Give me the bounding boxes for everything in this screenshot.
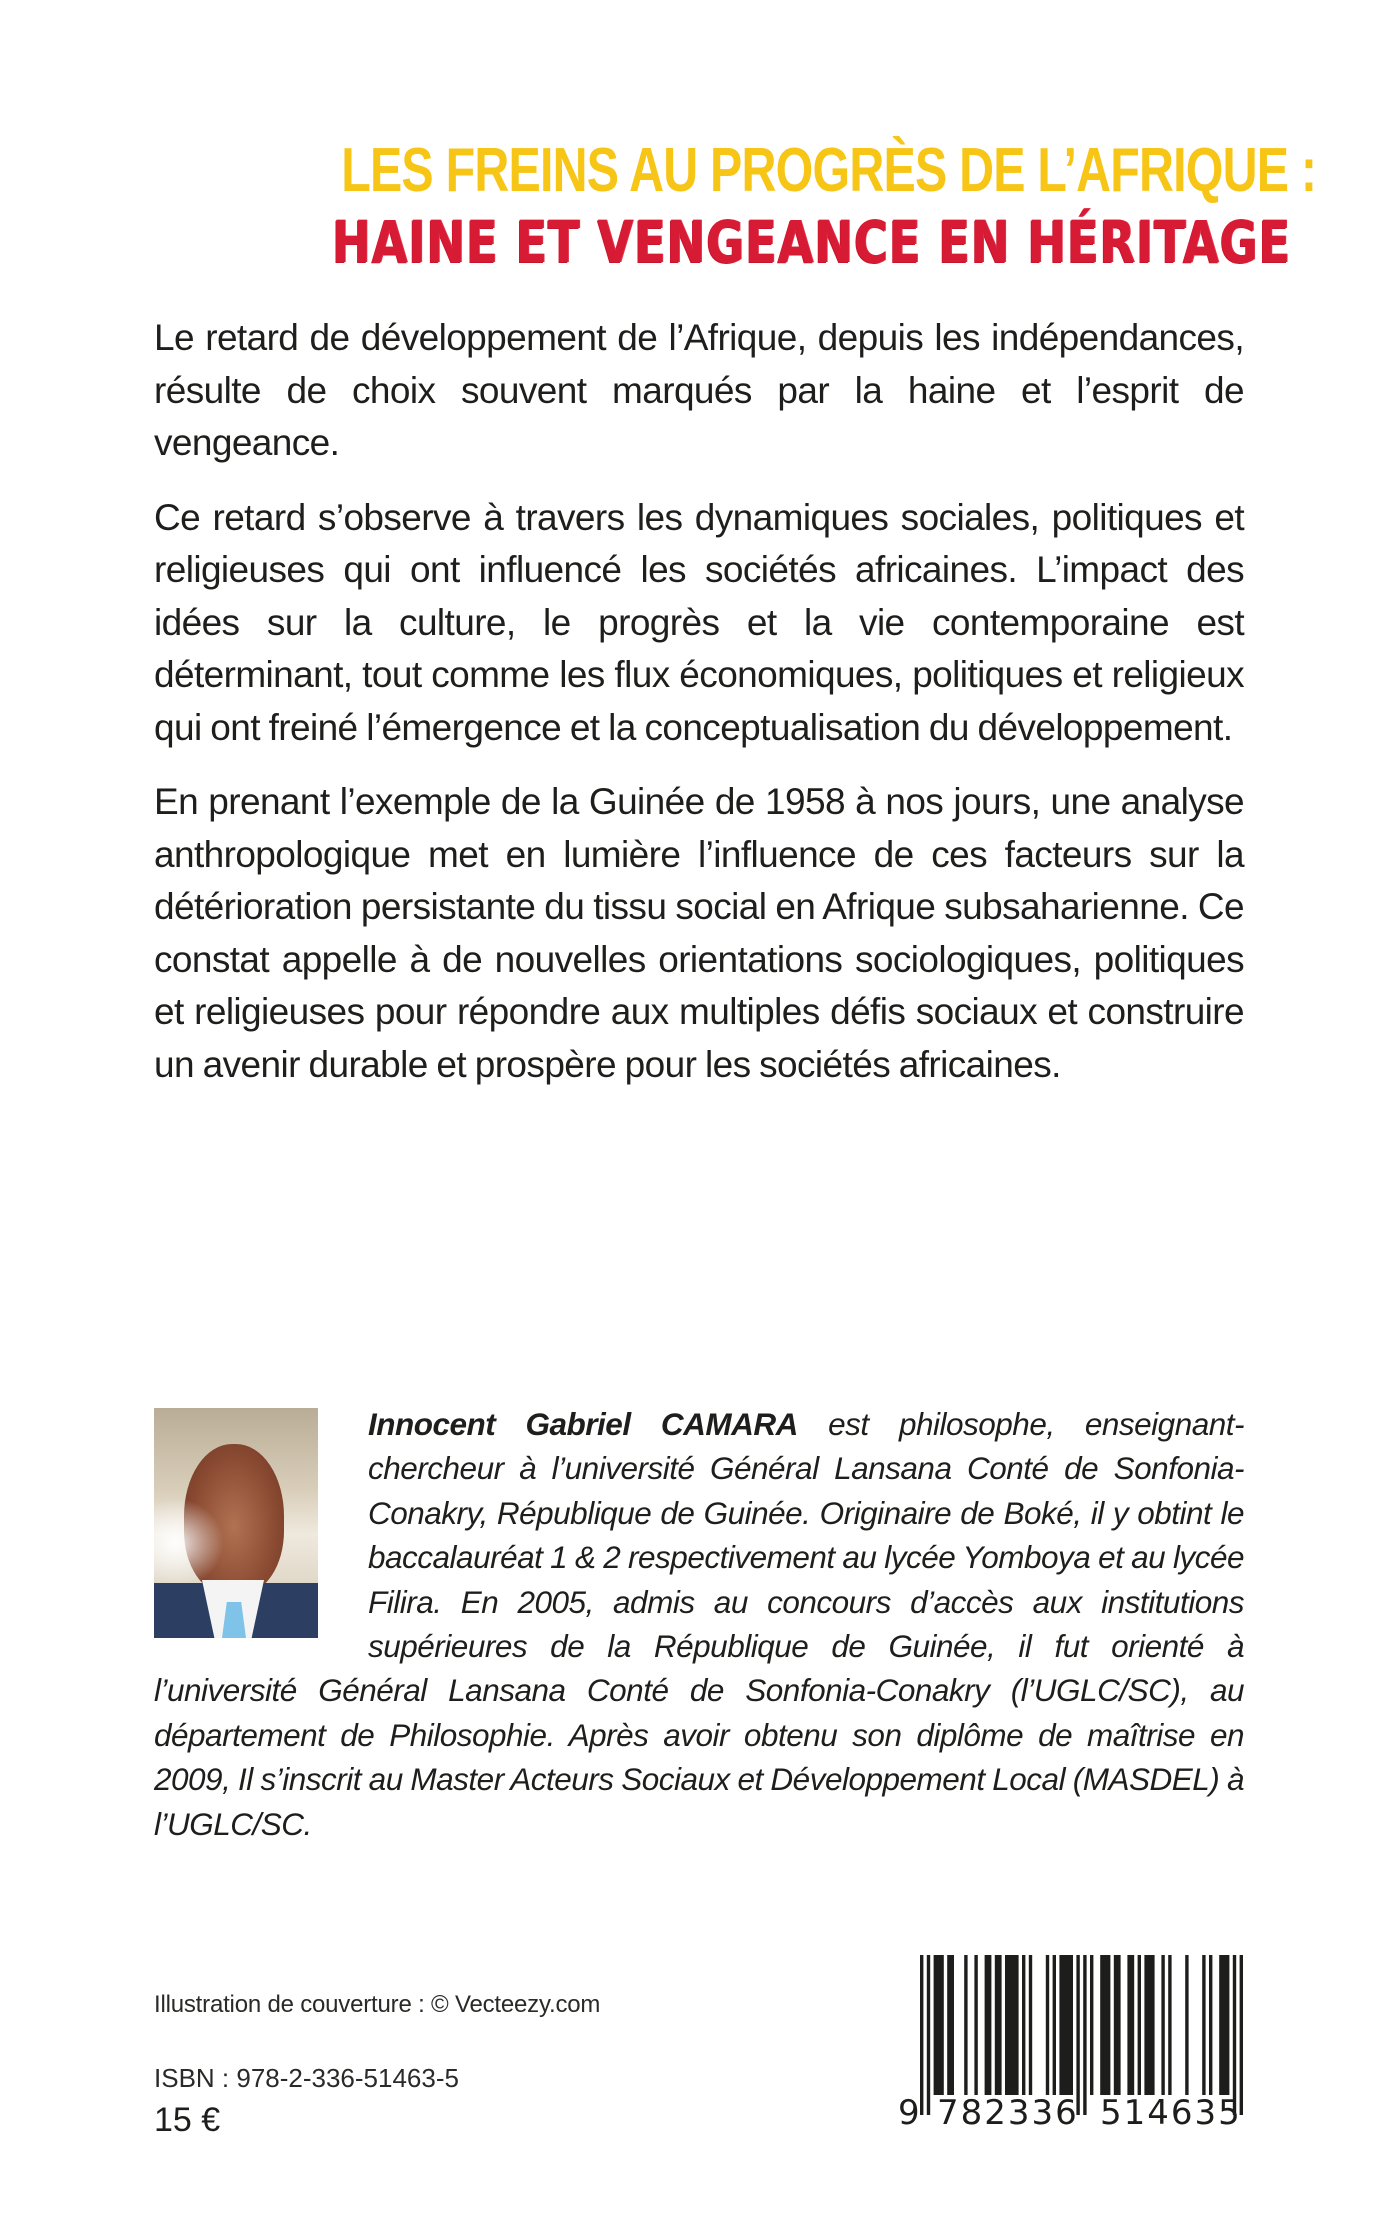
barcode-graphic bbox=[882, 1952, 1282, 2132]
summary-paragraph: En prenant l’exemple de la Guinée de 1958 à nos jours, une analyse anthropologique met en lumière l’influence de ces facteurs sur la détérioration persistante du tissu social en Afrique subsaharienne. Ce constat appelle à de nouvelles orientations sociologiques, politiques et religieuses pour répondre aux multiples défis sociaux et construire un avenir durable et prospère pour les sociétés africaines. bbox=[154, 781, 1244, 1085]
barcode-bar bbox=[934, 1955, 944, 2095]
barcode-bar bbox=[1114, 1955, 1121, 2095]
illustration-credit: Illustration de couverture : © Vecteezy.com bbox=[154, 1991, 601, 2018]
author-photo bbox=[154, 1408, 318, 1638]
barcode-digits-right: 514635 bbox=[1100, 2093, 1242, 2132]
barcode-bar bbox=[1005, 1955, 1019, 2095]
barcode-bar bbox=[1185, 1955, 1188, 2095]
title-line-main: LES FREINS AU PROGRÈS DE L’AFRIQUE : bbox=[341, 136, 1317, 205]
barcode-guard-bar bbox=[1083, 1955, 1086, 2115]
barcode-guard-bar bbox=[920, 1955, 923, 2115]
price: 15 € bbox=[154, 2101, 221, 2139]
barcode-digits-left: 782336 bbox=[937, 2093, 1079, 2132]
barcode-bars bbox=[920, 1955, 1243, 2115]
barcode-guard-bar bbox=[1233, 1955, 1236, 2115]
barcode-bar bbox=[1161, 1955, 1164, 2095]
barcode-bar bbox=[995, 1955, 1002, 2095]
barcode-bar bbox=[1090, 1955, 1093, 2095]
barcode-bar bbox=[1219, 1955, 1229, 2095]
barcode-bar bbox=[1053, 1955, 1056, 2095]
book-title bbox=[240, 134, 1317, 276]
barcode-bar bbox=[1059, 1955, 1073, 2095]
author-bio-body: est philosophe, enseignant-chercheur à l’université Général Lansana Conté de Sonfonia-Conakry, République de Guinée. Originaire de Boké, il y obtint le baccalauréat 1 & 2 respectivement au lycée Yomboya et au lycée Filira. En 2005, admis au concours d’accès aux institutions supérieures de la République de Guinée, il fut orienté à l’université Général Lansana Conté de Sonfonia-Conakry (l’UGLC/SC), au département de Philosophie. Après avoir obtenu son diplôme de maîtrise en 2009, Il s’inscrit au Master Acteurs Sociaux et Développement Local (MASDEL) à l’UGLC/SC. bbox=[154, 1406, 1244, 1842]
barcode-bar bbox=[947, 1955, 954, 2095]
barcode-bar bbox=[1046, 1955, 1049, 2095]
photo-light-glare bbox=[154, 1498, 224, 1588]
barcode-bar bbox=[1022, 1955, 1025, 2095]
author-name: Innocent Gabriel CAMARA bbox=[368, 1406, 798, 1442]
barcode-bar bbox=[964, 1955, 967, 2095]
barcode-bar bbox=[1144, 1955, 1154, 2095]
barcode-bar bbox=[1202, 1955, 1205, 2095]
barcode-bar bbox=[1168, 1955, 1171, 2095]
barcode-bar bbox=[1209, 1955, 1212, 2095]
barcode-bar bbox=[1138, 1955, 1141, 2095]
barcode-bar bbox=[974, 1955, 977, 2095]
isbn-barcode bbox=[882, 1952, 1282, 2132]
summary-text bbox=[154, 312, 1244, 1113]
barcode-guard-bar bbox=[927, 1955, 930, 2115]
barcode-guard-bar bbox=[1240, 1955, 1243, 2115]
barcode-digit-first: 9 bbox=[898, 2093, 920, 2132]
barcode-bar bbox=[1029, 1955, 1032, 2095]
author-bio bbox=[154, 1402, 1244, 1846]
barcode-guard-bar bbox=[1076, 1955, 1079, 2115]
summary-paragraph: Le retard de développement de l’Afrique, depuis les indépendances, résulte de choix souvent marqués par la haine et l’esprit de vengeance. bbox=[154, 317, 1244, 463]
summary-paragraph: Ce retard s’observe à travers les dynamiques sociales, politiques et religieuses qui ont influencé les sociétés africaines. L’impact des idées sur la culture, le progrès et la vie contemporaine est déterminant, tout comme les flux économiques, politiques et religieux qui ont freiné l’émergence et la conceptualisation du développement. bbox=[154, 496, 1244, 748]
barcode-bar bbox=[1100, 1955, 1110, 2095]
barcode-bar bbox=[1127, 1955, 1134, 2095]
isbn: ISBN : 978-2-336-51463-5 bbox=[154, 2063, 459, 2093]
barcode-bar bbox=[985, 1955, 992, 2095]
title-line-subtitle: HAINE ET VENGEANCE EN HÉRITAGE bbox=[332, 208, 1292, 276]
